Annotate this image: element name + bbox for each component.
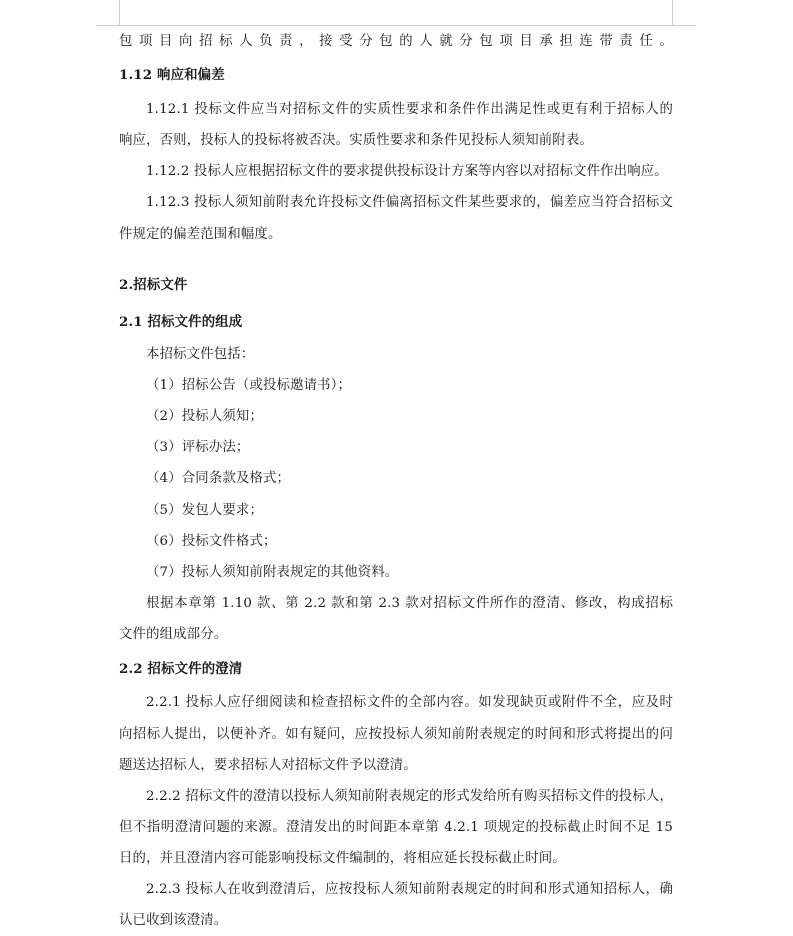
text-line: 2.2.3 投标人在收到澄清后，应按投标人须知前附表规定的时间和形式通知招标人，确 (146, 882, 673, 897)
text-line: 2.2.1 投标人应仔细阅读和检查招标文件的全部内容。如发现缺页或附件不全，应及时 (146, 695, 673, 710)
text-line: 1.12.1 投标文件应当对招标文件的实质性要求和条件作出满足性或更有利于招标人的 (146, 102, 673, 117)
text-line: 本招标文件包括： (146, 347, 255, 362)
text-line: 文件的组成部分。 (119, 627, 228, 642)
text-line: 向招标人提出，以便补齐。如有疑问，应按投标人须知前附表规定的时间和形式将提出的问 (119, 727, 673, 742)
crop-mark-left (96, 25, 119, 26)
text-line: 认已收到该澄清。 (119, 913, 228, 928)
section-heading: 2.1 招标文件的组成 (119, 314, 243, 330)
text-line: 但不指明澄清问题的来源。澄清发出的时间距本章第 4.2.1 项规定的投标截止时间不足 15 (119, 820, 673, 835)
list-item: （2）投标人须知； (146, 409, 263, 424)
list-item: （7）投标人须知前附表规定的其他资料。 (146, 565, 399, 580)
list-item: （5）发包人要求； (146, 503, 263, 518)
text-line: 包项目向招标人负责，接受分包的人就分包项目承担连带责任。 (119, 34, 673, 49)
list-item: （6）投标文件格式； (146, 534, 277, 549)
list-item: （3）评标办法； (146, 440, 250, 455)
section-heading: 2.2 招标文件的澄清 (119, 661, 243, 677)
text-line: 日的，并且澄清内容可能影响投标文件编制的，将相应延长投标截止时间。 (119, 851, 566, 866)
chapter-heading: 2.招标文件 (119, 277, 188, 293)
text-line: 响应，否则，投标人的投标将被否决。实质性要求和条件见投标人须知前附表。 (119, 133, 593, 148)
text-line: 2.2.2 招标文件的澄清以投标人须知前附表规定的形式发给所有购买招标文件的投标人， (146, 789, 673, 804)
list-item: （1）招标公告（或投标邀请书）； (146, 378, 352, 393)
page-top-edge (119, 0, 673, 26)
text-line: 题送达招标人，要求招标人对招标文件予以澄清。 (119, 758, 417, 773)
text-line: 1.12.3 投标人须知前附表允许投标文件偏离招标文件某些要求的，偏差应当符合招标文 (146, 195, 673, 210)
text-line: 根据本章第 1.10 款、第 2.2 款和第 2.3 款对招标文件所作的澄清、修改，构成招标 (146, 596, 673, 611)
crop-mark-right (673, 25, 696, 26)
text-line: 1.12.2 投标人应根据招标文件的要求提供投标设计方案等内容以对招标文件作出响应。 (146, 164, 668, 179)
section-heading: 1.12 响应和偏差 (119, 67, 225, 83)
list-item: （4）合同条款及格式； (146, 471, 291, 486)
text-line: 件规定的偏差范围和幅度。 (119, 227, 282, 242)
